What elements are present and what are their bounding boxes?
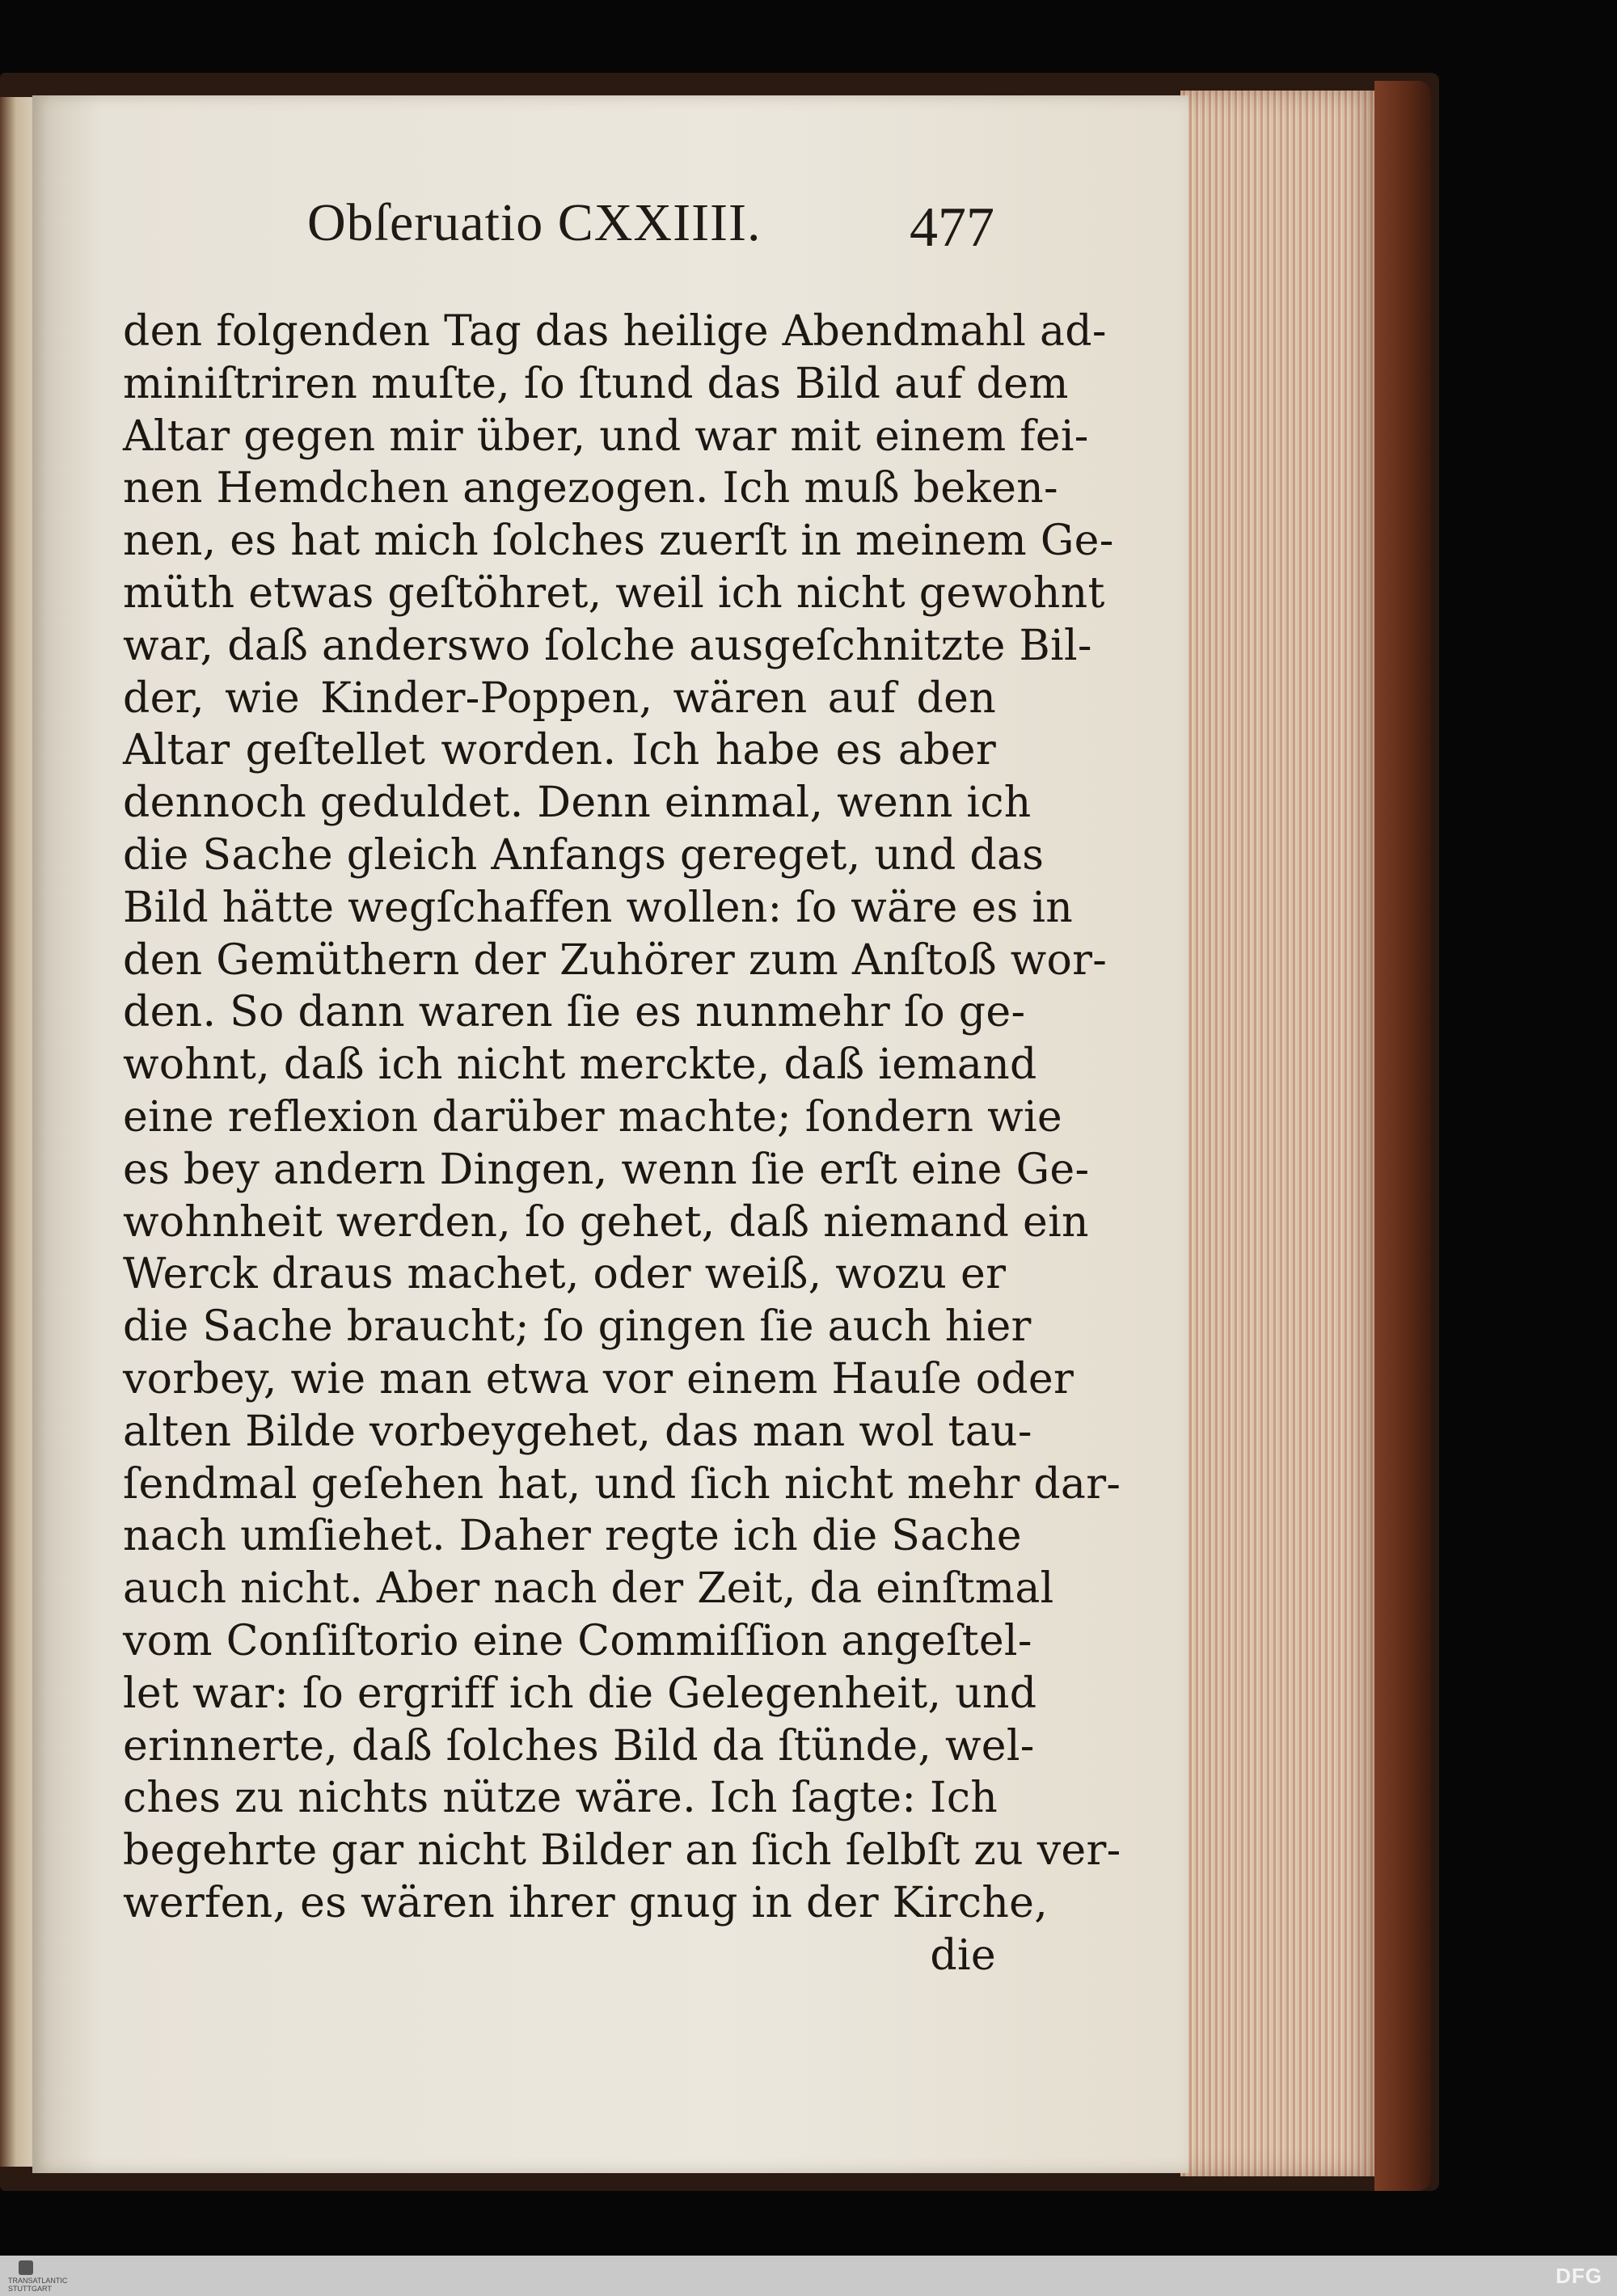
page-block-edges [1180,91,1383,2176]
text-line: nen Hemdchen angezogen. Ich muß beken- [123,464,1058,513]
text-line: let war: ſo ergriff ich die Gelegenheit, und [123,1669,1037,1718]
header-title: Obſeruatio CXXIIII. [307,193,762,252]
page-number: 477 [910,196,994,259]
text-line: es bey andern Dingen, wenn ſie erſt eine Ge- [123,1145,1090,1194]
book-cover-edge [1374,81,1431,2191]
text-line: nen, es hat mich ſolches zuerſt in meinem Ge- [123,517,1114,566]
text-line: werfen, es wären ihrer gnug in der Kirche, [123,1878,1049,1927]
text-line: ſendmal geſehen hat, und ſich nicht mehr dar- [123,1459,1121,1509]
catchword: die [930,1931,996,1980]
text-line: den Gemüthern der Zuhörer zum Anſtoß wor- [123,935,1108,985]
text-line: Altar gegen mir über, und war mit einem fei- [123,412,1089,461]
text-line: war, daß anderswo ſolche ausgeſchnitzte Bil- [123,621,1092,670]
text-line: vom Conſiſtorio eine Commiſſion angeſtel- [123,1616,1032,1665]
text-line: vorbey, wie man etwa vor einem Hauſe oder [123,1354,1074,1403]
text-line: Werck draus machet, oder weiß, wozu er [123,1250,1007,1299]
text-line: begehrte gar nicht Bilder an ſich ſelbſt zu ver- [123,1826,1121,1876]
text-line: eine reflexion darüber machte; ſondern wie [123,1092,1062,1142]
text-line: auch nicht. Aber nach der Zeit, da einſtmal [123,1564,1054,1614]
text-line: Altar geſtellet worden. Ich habe es aber [123,726,996,775]
dfg-logo: DFG [1556,2264,1602,2288]
text-line: ches zu nichts nütze wäre. Ich ſagte: Ich [123,1774,998,1823]
library-logo-text: TRANSATLANTIC STUTTGART [8,2277,68,2293]
text-line: müth etwas geſtöhret, weil ich nicht gewohnt [123,568,1105,618]
text-line: nach umſiehet. Daher regte ich die Sache [123,1512,1022,1561]
text-line: der, wie Kinder-Poppen, wären auf den [123,673,996,723]
text-line: miniſtriren muſte, ſo ſtund das Bild auf dem [123,359,1069,408]
text-line: wohnt, daß ich nicht merckte, daß iemand [123,1040,1037,1090]
body-text [123,306,1121,1982]
text-line: den folgenden Tag das heilige Abendmahl ad- [123,307,1107,356]
text-line: wohnheit werden, ſo gehet, daß niemand ein [123,1197,1089,1247]
text-line: alten Bilde vorbeygehet, das man wol tau- [123,1407,1032,1456]
text-line: dennoch geduldet. Denn einmal, wenn ich [123,779,1032,828]
text-line: erinnerte, daß ſolches Bild da ſtünde, wel- [123,1721,1035,1771]
library-logo-icon [19,2260,33,2275]
text-line: die Sache gleich Anfangs gereget, und das [123,830,1045,880]
text-line: Bild hätte wegſchaffen wollen: ſo wäre es in [123,883,1074,932]
library-logo [8,2260,68,2293]
viewer-footer-bar [0,2256,1617,2296]
text-line: die Sache braucht; ſo gingen ſie auch hier [123,1302,1032,1352]
running-header [307,192,1003,265]
text-line: den. So dann waren ſie es nunmehr ſo ge- [123,988,1026,1037]
